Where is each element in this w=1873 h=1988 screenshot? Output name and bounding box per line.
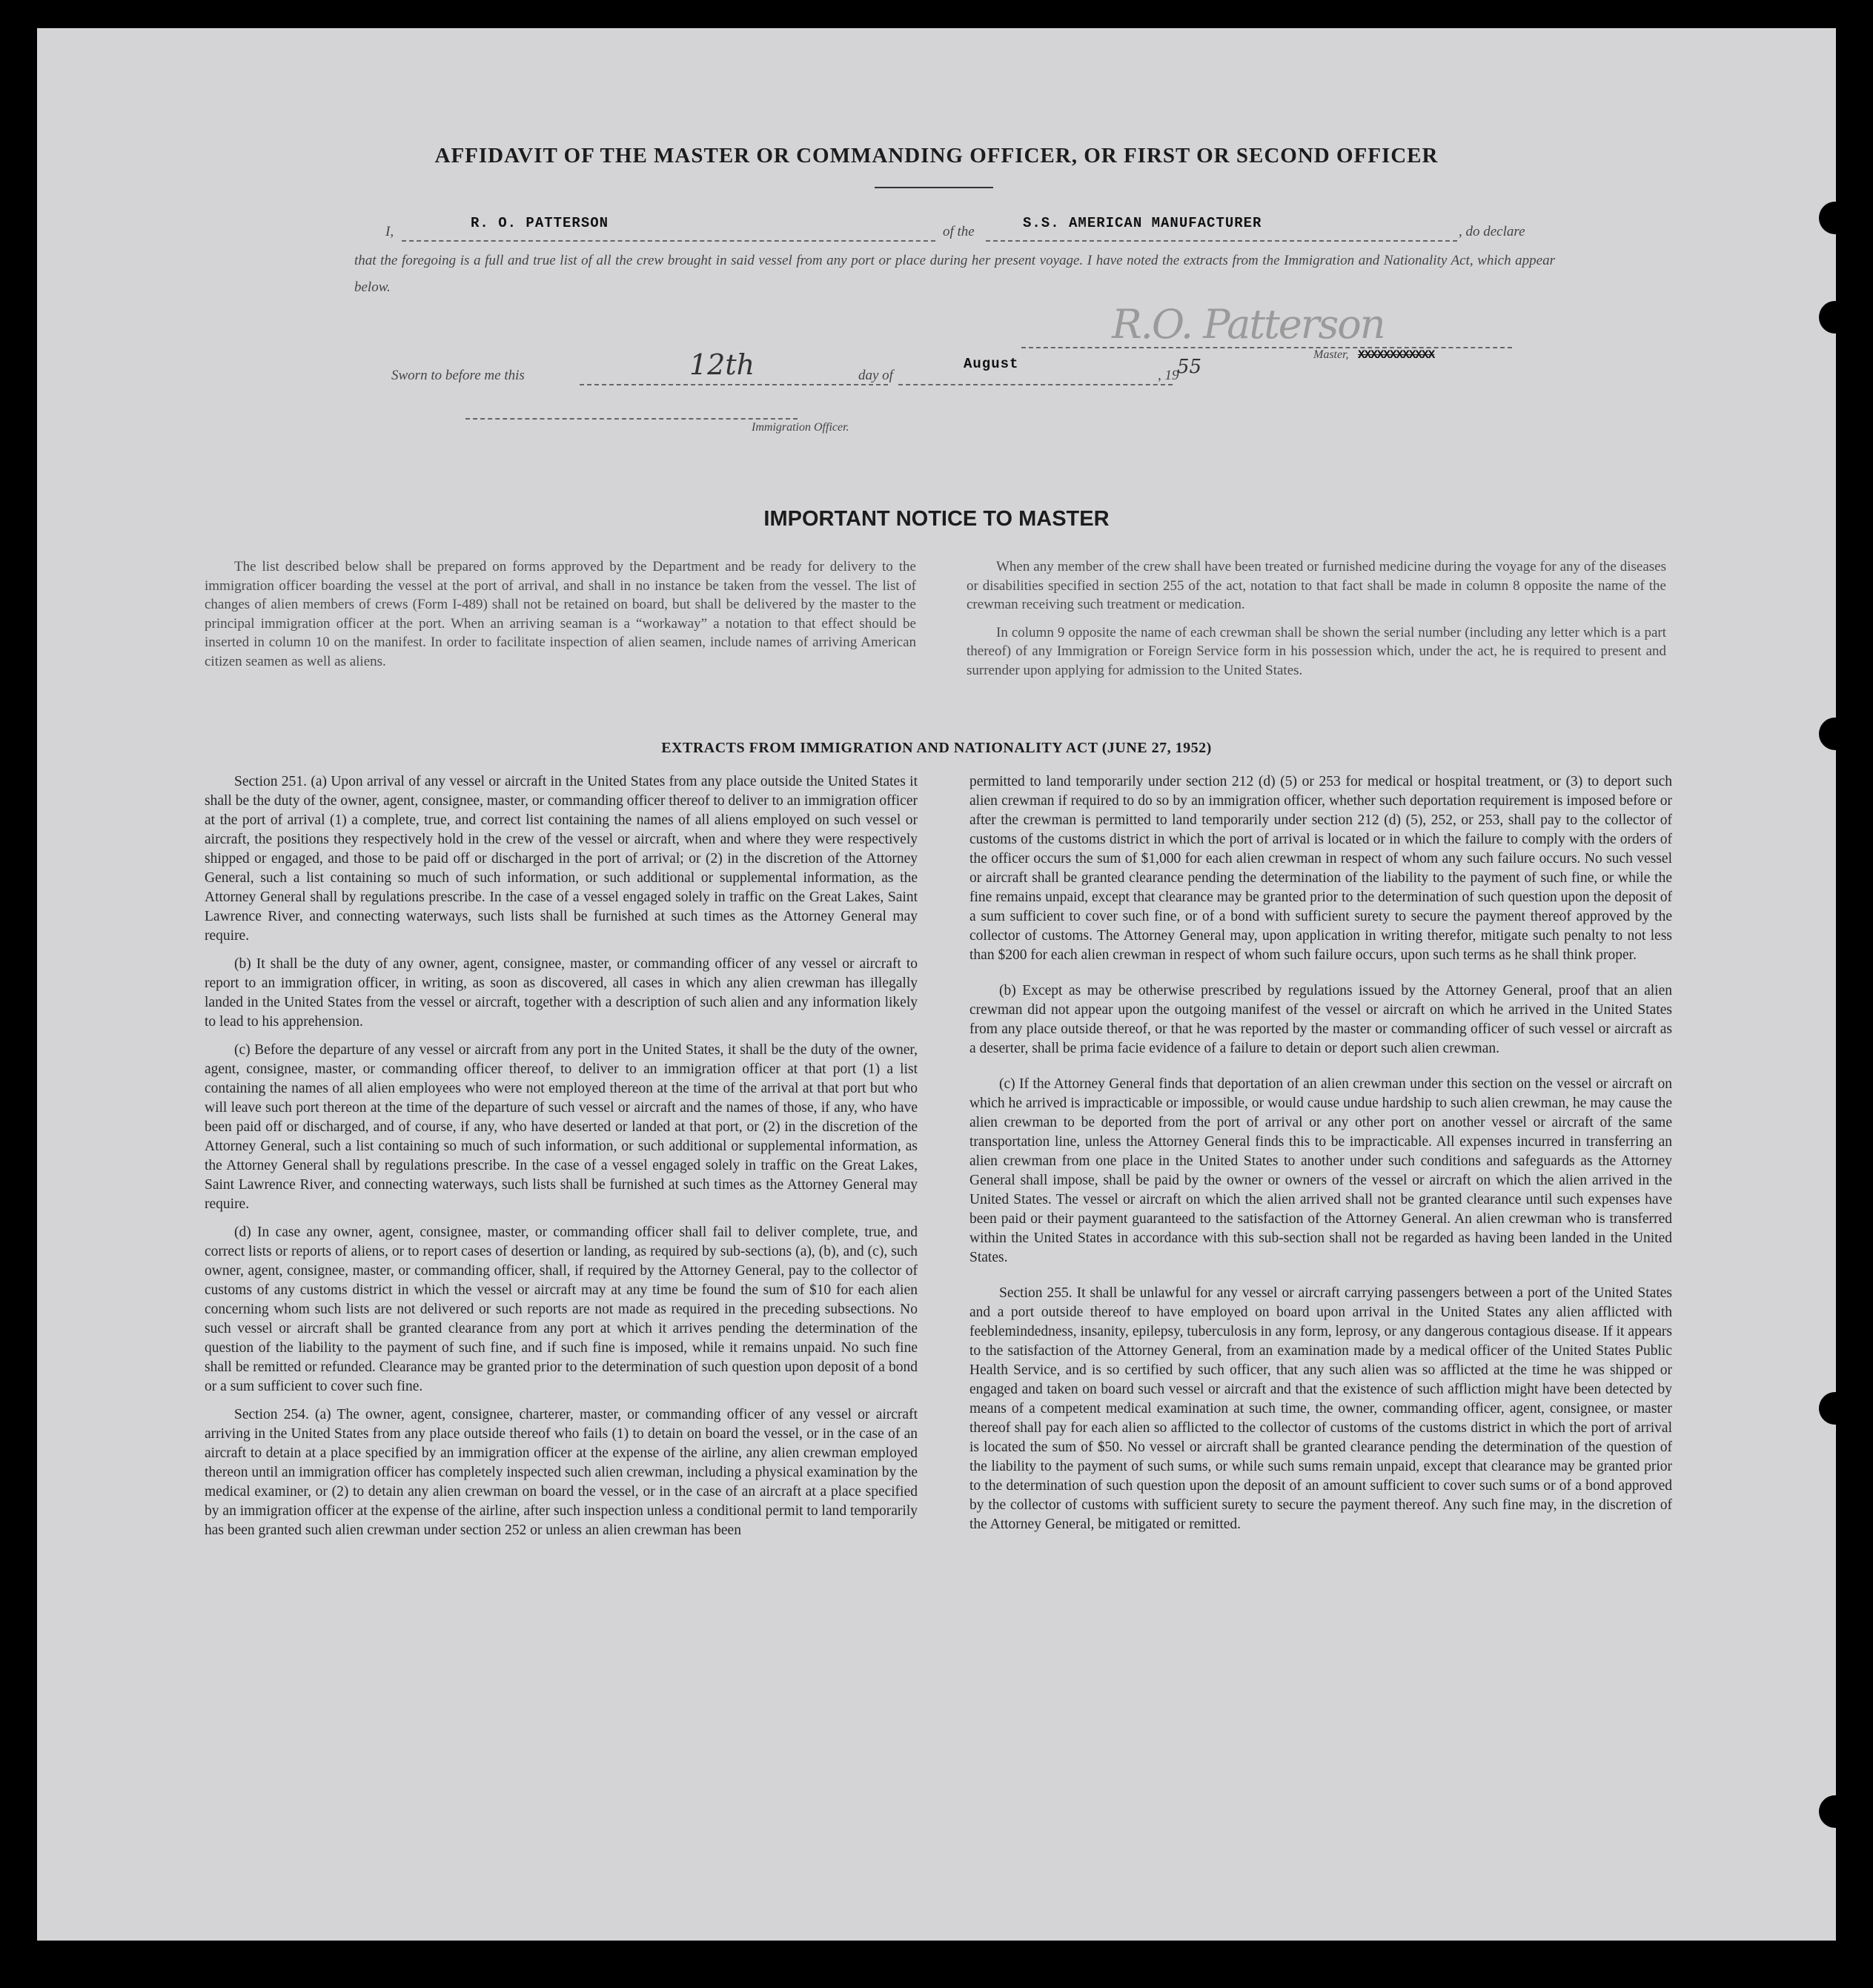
notice-left-column [205, 557, 916, 680]
notice-right-paragraph-2: In column 9 opposite the name of each crewman shall be shown the serial number (including any letter which is a part thereof) of any Immigration or Foreign Service form in his possession which, under the act, he is required to present and surrender upon applying for admission to the United States. [967, 624, 1666, 678]
of-the-label: of the [943, 224, 975, 239]
declaration-text: that the foregoing is a full and true list of all the crew brought in said vessel from any port or place during her present voyage. I have noted the extracts from the Immigration and Nationality Act, which appear below. [354, 253, 1555, 295]
day-of-label: day of [858, 368, 893, 383]
binder-hole [1819, 301, 1852, 334]
extracts-title: EXTRACTS FROM IMMIGRATION AND NATIONALITY ACT (JUNE 27, 1952) [661, 740, 1212, 756]
extract-paragraph: permitted to land temporarily under section 212 (d) (5) or 253 for medical or hospital treatment, or (3) to deport such alien crewman if required to do so by an immigration officer, whether such deportation requirement is imposed before or after the crewman is permitted to land temporarily under section 212 (d) (5), 252, or 253, shall pay to the collector of customs of the customs district in which the port of arrival is located or in which the failure to comply with the orders of the officer occurs the sum of $1,000 for each alien crewman in respect of whom any such failure occurs. No such vessel or aircraft shall be granted clearance pending the determination of the liability to the payment of such fine, or while the fine remains unpaid, except that clearance may be granted prior to the determination of such question upon the deposit of a sum sufficient to cover such fine, or of a bond with sufficient surety to secure the payment thereof approved by the collector of customs. The Attorney General may, upon application in writing therefor, mitigate such penalty to not less than $200 for each alien crewman in respect of whom such failure occurs, upon such terms as he shall think proper. [969, 774, 1672, 963]
struck-out-title: XXXXXXXXXXXX [1358, 348, 1435, 362]
extract-paragraph: Section 255. It shall be unlawful for any vessel or aircraft carrying passengers between a port of the United States and a port outside thereof to have employed on board upon arrival in the United States any alien afflicted with feeblemindedness, insanity, epilepsy, tuberculosis in any form, leprosy, or any dangerous contagious disease. If it appears to the satisfaction of the Attorney General, from an examination made by a medical officer of the United States Public Health Service, and is so certified by such officer, that any such alien was so afflicted at the time he was shipped or engaged and taken on board such vessel or aircraft and that the existence of such affliction might have been detected by means of a competent medical examination at such time, the owner, commanding officer, agent, consignee, or master thereof shall pay for each alien so afflicted to the collector of customs of the customs district in which the port of arrival is located the sum of $50. No vessel or aircraft shall be granted clearance pending the determination of the question of the liability to the payment of such sums, or while such sums remain unpaid, except that clearance may be granted prior to the determination of such question upon the deposit of an amount sufficient to cover such sums or of a bond approved by the collector of customs with sufficient surety to secure the payment thereof. Any such fine may, in the discretion of the Attorney General, be mitigated or remitted. [969, 1285, 1672, 1532]
immigration-officer-line [465, 411, 798, 420]
extract-paragraph: Section 254. (a) The owner, agent, consignee, charterer, master, or commanding officer of any vessel or aircraft arriving in the United States from any place outside thereof who fails (1) to detain on board the vessel, or in the case of an aircraft to detain at a place specified by an immigration officer at the expense of the airline, any alien crewman employed thereon until an immigration officer has completely inspected such alien crewman, including a physical examination by the medical examiner, or (2) to detain any alien crewman on board the vessel, or in the case of an aircraft at a place specified by an immigration officer at the expense of the airline, after such inspection unless a conditional permit to land temporarily has been granted such alien crewman under section 252 or unless an alien crewman has been [205, 1407, 918, 1538]
master-label: Master, [1313, 348, 1349, 361]
extract-paragraph: (c) If the Attorney General finds that deportation of an alien crewman under this section on the vessel or aircraft on which he arrived is impracticable or impossible, or would cause undue hardship to such alien crewman, he may cause the alien crewman to be deported from the port of arrival or any other port on another vessel or aircraft of the same transportation line, unless the Attorney General finds this to be impracticable. All expenses incurred in transferring an alien crewman from one place in the United States to another under such conditions and safeguards as the Attorney General shall impose, shall be paid by the owner or owners of the vessel or aircraft on which the alien arrived in the United States. The vessel or aircraft on which the alien arrived shall not be granted clearance until such expenses have been paid or their payment guaranteed to the satisfaction of the Attorney General. An alien crewman who is transferred within the United States in accordance with this sub-section shall not be regarded as having been landed in the United States. [969, 1076, 1672, 1265]
notice-title: IMPORTANT NOTICE TO MASTER [763, 507, 1110, 531]
extracts-left-column [205, 772, 918, 1549]
binder-hole [1819, 202, 1852, 234]
notice-right-paragraph-1: When any member of the crew shall have been treated or furnished medicine during the voyage for any of the diseases or disabilities specified in section 255 of the act, notation to that fact shall be made in column 8 opposite the name of the crewman receiving such treatment or medication. [967, 559, 1666, 612]
sworn-day: 12th [689, 348, 755, 381]
extract-paragraph: (d) In case any owner, agent, consignee, master, or commanding officer shall fail to deliver complete, true, and correct lists or reports of aliens, or to report cases of desertion or landing, as required by sub-sections (a), (b), and (c), such owner, agent, consignee, master, or commanding officer, shall, if required by the Attorney General, pay to the collector of customs of any customs district in which the vessel or aircraft may at any time be found the sum of $10 for each alien concerning whom such lists are not delivered or such reports are not made as required in the preceding subsections. No such vessel or aircraft shall be granted clearance from any port at which it arrives pending the determination of the question of the liability to the payment of such fine, and if such fine is imposed, while it remains unpaid. No such fine shall be remitted or refunded. Clearance may be granted prior to the determination of such question upon deposit of a bond or a sum sufficient to cover such fine. [205, 1225, 918, 1394]
master-name: R. O. PATTERSON [471, 215, 609, 231]
title-rule [875, 187, 993, 188]
vessel-name: S.S. AMERICAN MANUFACTURER [1023, 215, 1262, 231]
notice-right-column [967, 557, 1666, 689]
extract-paragraph: Section 251. (a) Upon arrival of any vessel or aircraft in the United States from any place outside the United States it shall be the duty of the owner, agent, consignee, master, or commanding officer thereof to deliver to an immigration officer at the port of arrival (1) a complete, true, and correct list containing the names of all aliens employed on such vessel or aircraft, the positions they respectively hold in the crew of the vessel or aircraft, when and where they were respectively shipped or engaged, and those to be paid off or discharged in the port of arrival; or (2) in the discretion of the Attorney General, such a list containing so much of such information, or such additional or supplemental information, as the Attorney General shall by regulations prescribe. In the case of a vessel engaged solely in traffic on the Great Lakes, Saint Lawrence River, and connecting waterways, such lists shall be furnished at such times as the Attorney General may require. [205, 774, 918, 944]
document-page [37, 28, 1836, 1941]
do-declare-label: , do declare [1459, 224, 1525, 239]
immigration-officer-label: Immigration Officer. [752, 421, 849, 434]
extract-paragraph: (b) Except as may be otherwise prescribed by regulations issued by the Attorney General, proof that an alien crewman did not appear upon the outgoing manifest of the vessel or aircraft on which he arrived in the United States from any place outside thereof, or that he was reported by the master or commanding officer of such vessel or aircraft as a deserter, shall be prima facie evidence of a failure to detain or deport such alien crewman. [969, 983, 1672, 1056]
year-prefix: , 19 [1158, 368, 1179, 383]
affidavit-title: AFFIDAVIT OF THE MASTER OR COMMANDING OFFICER, OR FIRST OR SECOND OFFICER [434, 144, 1439, 168]
master-signature: R.O. Patterson [1112, 301, 1385, 348]
sworn-year: 55 [1177, 356, 1202, 378]
extract-paragraph: (c) Before the departure of any vessel or aircraft from any port in the United States, it shall be the duty of the owner, agent, consignee, master, or commanding officer thereof, to deliver to an immigration officer at that port (1) a list containing the names of all alien employees who were not employed thereon at the time of the arrival at that port but who will leave such port thereon at the time of the departure of such vessel or aircraft and the names of those, if any, who have been paid off or discharged, and of course, if any, who have deserted or landed at that port, or (2) in the discretion of the Attorney General, such a list containing so much of such information, or such additional or supplemental information, as the Attorney General shall by regulations prescribe. In the case of a vessel engaged solely in traffic on the Great Lakes, Saint Lawrence River, and connecting waterways, such lists shall be furnished at such times as the Attorney General may require. [205, 1042, 918, 1212]
sworn-month: August [964, 356, 1019, 372]
month-line [898, 371, 1173, 385]
i-label: I, [385, 224, 394, 239]
extract-paragraph: (b) It shall be the duty of any owner, agent, consignee, master, or commanding officer of any vessel or aircraft to report to an immigration officer, in writing, as soon as discovered, all cases in which any alien crewman has illegally landed in the United States from the vessel or aircraft, together with a description of such alien and any information likely to lead to his apprehension. [205, 956, 918, 1030]
extracts-right-column [969, 772, 1672, 1543]
sworn-label: Sworn to before me this [391, 368, 525, 383]
binder-hole [1819, 1795, 1852, 1828]
binder-hole [1819, 1392, 1852, 1425]
notice-left-paragraph: The list described below shall be prepared on forms approved by the Department and be ready for delivery to the immigration officer boarding the vessel at the port of arrival, and shall in no instance be taken from the vessel. The list of changes of alien members of crews (Form I-489) shall not be retained on board, but shall be delivered by the master to the principal immigration officer at the port. When an arriving seaman is a “workaway” a notation to that effect should be inserted in column 10 on the manifest. In order to facilitate inspection of alien seamen, include names of arriving American citizen seamen as well as aliens. [205, 559, 916, 669]
